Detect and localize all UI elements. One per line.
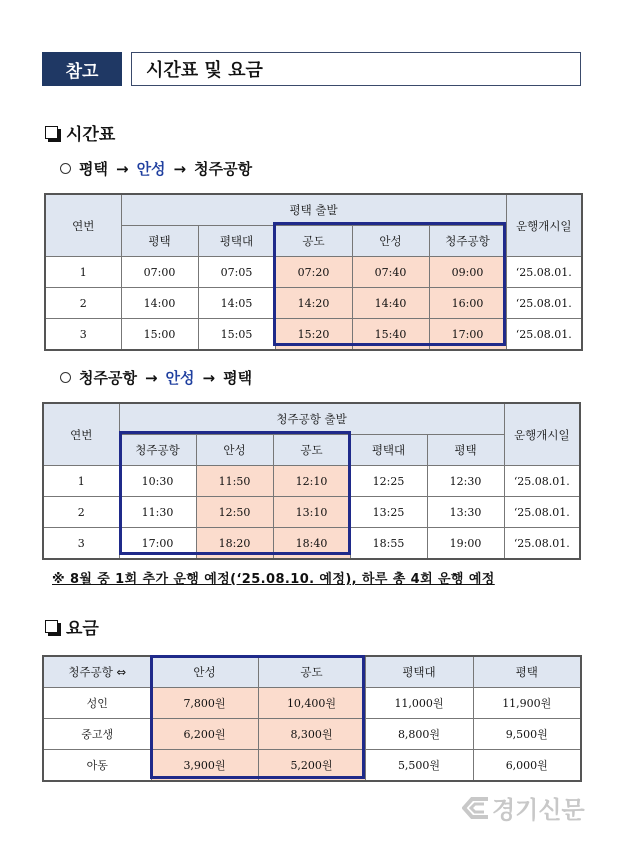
fare-row-label: 아동: [43, 750, 151, 782]
time-cell: 12:50: [196, 497, 273, 528]
time-cell: 10:30: [119, 466, 196, 497]
checkbox-square-icon: [45, 620, 58, 633]
table-row: [43, 497, 580, 528]
table-row: [43, 750, 581, 782]
stop-header: 평택: [121, 226, 198, 257]
stop-header: 청주공항: [119, 435, 196, 466]
time-cell: 19:00: [427, 528, 504, 560]
fare-table: [42, 655, 582, 782]
stop-header: 공도: [275, 226, 352, 257]
time-cell: 14:00: [121, 288, 198, 319]
circle-bullet-icon: [60, 372, 71, 383]
start-date-cell: ‘25.08.01.: [506, 257, 582, 288]
start-date-cell: ‘25.08.01.: [506, 319, 582, 351]
stop-header: 안성: [196, 435, 273, 466]
time-cell: 09:00: [429, 257, 506, 288]
time-cell: 12:25: [350, 466, 427, 497]
table-row: [43, 688, 581, 719]
fare-cell: 6,000원: [473, 750, 581, 782]
arrow-right-icon: →: [144, 368, 158, 387]
circle-bullet-icon: [60, 163, 71, 174]
start-date-cell: ‘25.08.01.: [504, 466, 580, 497]
fare-cell: 11,900원: [473, 688, 581, 719]
time-cell: 07:40: [352, 257, 429, 288]
route1-to: 청주공항: [194, 160, 253, 178]
fare-section-heading: [45, 614, 99, 639]
route2-heading: [60, 367, 252, 388]
stop-header: 평택대: [198, 226, 275, 257]
table-row: [45, 288, 582, 319]
fare-cell: 3,900원: [151, 750, 258, 782]
fare-row-label: 중고생: [43, 719, 151, 750]
schedule-note: ※ 8월 중 1회 추가 운행 예정(‘25.08.10. 예정), 하루 총 4회 운행 예정: [52, 572, 495, 587]
fare-corner-header: 청주공항 ⇔: [43, 656, 151, 688]
col-header-no: 연번: [45, 194, 121, 257]
row-no: 1: [43, 466, 119, 497]
row-no: 2: [45, 288, 121, 319]
row-no: 3: [45, 319, 121, 351]
row-no: 2: [43, 497, 119, 528]
time-cell: 07:00: [121, 257, 198, 288]
route1-heading: [60, 158, 252, 179]
stop-header: 안성: [352, 226, 429, 257]
fare-section-label: 요금: [66, 619, 99, 639]
newspaper-logo-icon: [462, 796, 492, 820]
time-cell: 18:55: [350, 528, 427, 560]
route2-via: 안성: [165, 369, 195, 387]
route2-from: 청주공항: [79, 369, 137, 387]
fare-cell: 7,800원: [151, 688, 258, 719]
fare-stop-header: 평택: [473, 656, 581, 688]
row-no: 3: [43, 528, 119, 560]
arrow-right-icon: →: [173, 159, 187, 178]
time-cell: 11:30: [119, 497, 196, 528]
time-cell: 15:05: [198, 319, 275, 351]
time-cell: 13:25: [350, 497, 427, 528]
time-cell: 11:50: [196, 466, 273, 497]
fare-row-label: 성인: [43, 688, 151, 719]
header-tag: 참고: [42, 52, 122, 86]
fare-cell: 8,300원: [258, 719, 365, 750]
table-row: [45, 319, 582, 351]
fare-stop-header: 평택대: [365, 656, 473, 688]
route2-to: 평택: [223, 369, 253, 387]
time-cell: 18:40: [273, 528, 350, 560]
row-no: 1: [45, 257, 121, 288]
checkbox-square-icon: [45, 126, 58, 139]
route1-from: 평택: [79, 160, 108, 178]
fare-cell: 9,500원: [473, 719, 581, 750]
time-cell: 12:30: [427, 466, 504, 497]
table-row: [45, 257, 582, 288]
stop-header: 청주공항: [429, 226, 506, 257]
fare-cell: 6,200원: [151, 719, 258, 750]
stop-header: 공도: [273, 435, 350, 466]
time-cell: 15:40: [352, 319, 429, 351]
start-date-cell: ‘25.08.01.: [506, 288, 582, 319]
timetable-section-label: 시간표: [66, 125, 116, 145]
col-header-start-date: 운행개시일: [506, 194, 582, 257]
fare-cell: 8,800원: [365, 719, 473, 750]
watermark-text: 경기신문: [492, 796, 585, 824]
time-cell: 07:05: [198, 257, 275, 288]
group-header: 청주공항 출발: [119, 403, 504, 435]
table-row: [43, 466, 580, 497]
fare-cell: 5,200원: [258, 750, 365, 782]
group-header: 평택 출발: [121, 194, 506, 226]
table-row: [43, 719, 581, 750]
fare-stop-header: 공도: [258, 656, 365, 688]
col-header-start-date: 운행개시일: [504, 403, 580, 466]
timetable-cheongju-departure: [42, 402, 581, 560]
time-cell: 13:10: [273, 497, 350, 528]
time-cell: 15:20: [275, 319, 352, 351]
col-header-no: 연번: [43, 403, 119, 466]
arrow-right-icon: →: [202, 368, 216, 387]
table-row: [43, 528, 580, 560]
time-cell: 17:00: [429, 319, 506, 351]
start-date-cell: ‘25.08.01.: [504, 528, 580, 560]
fare-cell: 5,500원: [365, 750, 473, 782]
time-cell: 16:00: [429, 288, 506, 319]
time-cell: 17:00: [119, 528, 196, 560]
page-title: 시간표 및 요금: [131, 52, 581, 86]
arrow-right-icon: →: [115, 159, 129, 178]
stop-header: 평택: [427, 435, 504, 466]
time-cell: 14:20: [275, 288, 352, 319]
fare-stop-header: 안성: [151, 656, 258, 688]
fare-cell: 11,000원: [365, 688, 473, 719]
fare-cell: 10,400원: [258, 688, 365, 719]
time-cell: 15:00: [121, 319, 198, 351]
time-cell: 07:20: [275, 257, 352, 288]
start-date-cell: ‘25.08.01.: [504, 497, 580, 528]
timetable-pyeongtaek-departure: [44, 193, 583, 351]
time-cell: 12:10: [273, 466, 350, 497]
timetable-section-heading: [45, 120, 115, 145]
watermark: [462, 790, 585, 825]
time-cell: 18:20: [196, 528, 273, 560]
time-cell: 13:30: [427, 497, 504, 528]
stop-header: 평택대: [350, 435, 427, 466]
time-cell: 14:40: [352, 288, 429, 319]
time-cell: 14:05: [198, 288, 275, 319]
route1-via: 안성: [136, 160, 166, 178]
